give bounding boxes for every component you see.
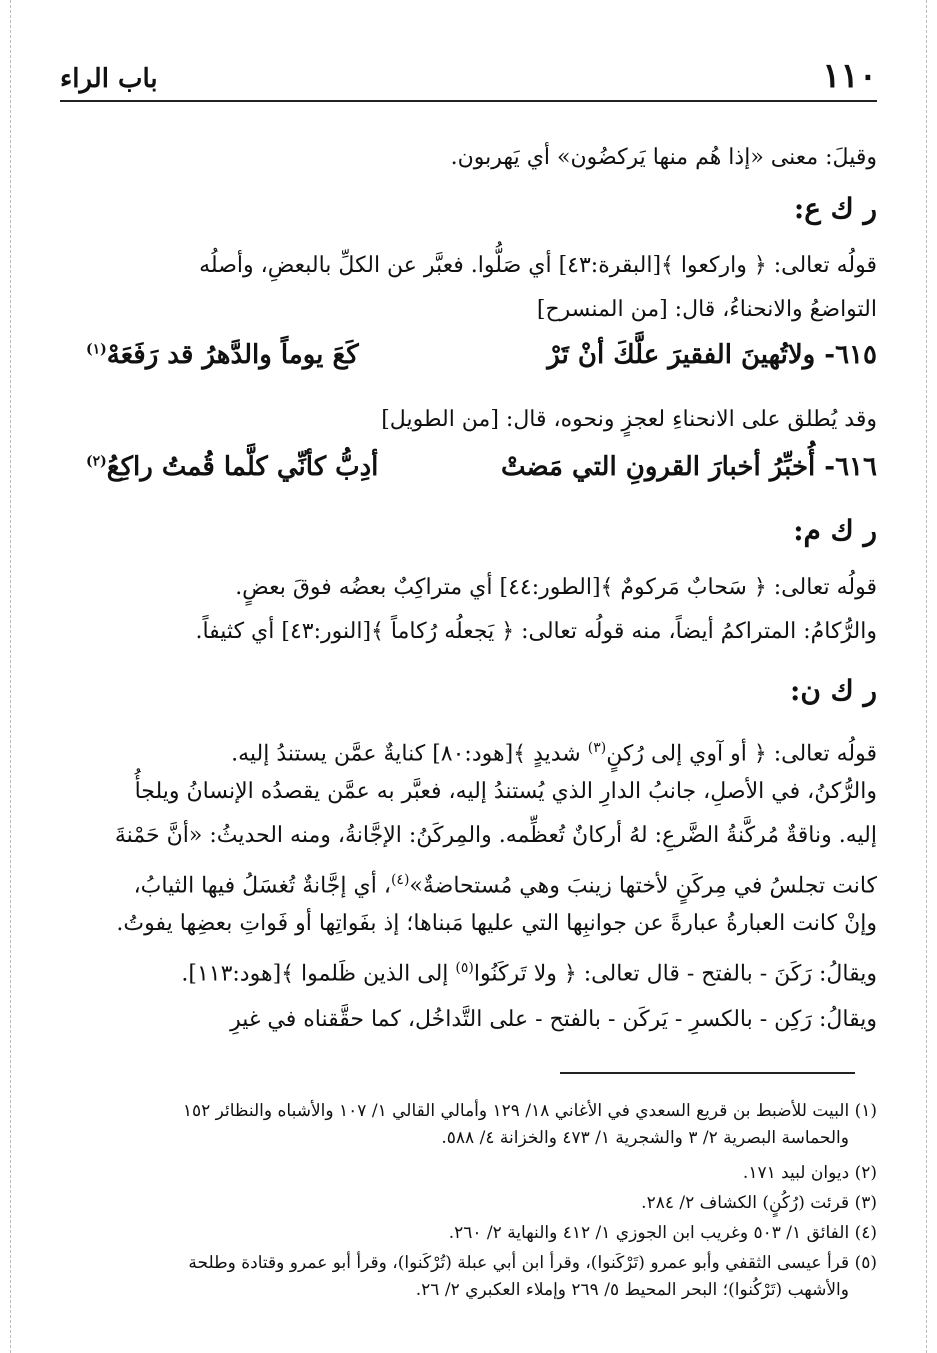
rkn-line4-part1: كانت تجلسُ في مِركَنٍ لأختها زينبَ وهي مُستحاضةٌ» [409, 873, 877, 899]
intro-line: وقيلَ: معنى «إذا هُم منها يَركضُون» أي يَهربون. [450, 145, 877, 170]
verse-615-first-hemistich: ٦١٥- ولاتُهينَ الفقيرَ علَّكَ أنْ تَرْ [547, 340, 877, 370]
rkn-line4-part2: ، أي إجَّانةٌ تُغسَلُ فيها الثيابُ، [133, 873, 391, 899]
footnote-5-line2: والأشهب (تَرْكُنوا)؛ البحر المحيط ٥/ ٢٦٩ وإملاء العكبري ٢/ ٢٦. [415, 1280, 849, 1300]
scan-border-left [10, 0, 11, 1353]
footnote-2: (٢) ديوان لبيد ١٧١. [742, 1163, 877, 1183]
footnote-marker-2: (٢) [86, 453, 107, 470]
paragraph-rkm-line1: قولُه تعالى: ﴿ سَحابٌ مَركومٌ ﴾[الطور:٤٤] أي متراكِبٌ بعضُه فوقَ بعضٍ. [235, 575, 877, 600]
footnote-separator [560, 1072, 855, 1074]
footnote-1-line1: (١) البيت للأضبط بن قريع السعدي في الأغاني ١٨/ ١٢٩ وأمالي القالي ١/ ١٠٧ والأشباه والنظائر ١٥٢ [182, 1101, 877, 1121]
footnote-5-line1: (٥) قرأ عيسى الثقفي وأبو عمرو (تَرْكَنوا)، وقرأ ابن أبي عبلة (تُرْكَنوا)، وقرأ أبو عمرو وقتادة وطلحة [188, 1253, 877, 1273]
footnote-marker-4: (٤) [390, 872, 410, 888]
paragraph-rkn-line6 [60, 950, 877, 992]
verse-616-first-hemistich: ٦١٦- أُخبِّرُ أخبارَ القرونِ التي مَضتْ [500, 452, 877, 482]
paragraph-rkn-line1 [60, 730, 877, 772]
paragraph-rkn-line7: ويقالُ: رَكِن - بالكسرِ - يَركَن - بالفتح - على التَّداخُل، كما حقَّقناه في غيرِ [230, 1007, 877, 1032]
page-number: ١١٠ [822, 56, 877, 96]
verse-616-text: أدِبُّ كأنِّي كلَّما قُمتُ راكِعُ [106, 452, 379, 482]
footnote-1-line2: والحماسة البصرية ٢/ ٣ والشجرية ١/ ٤٧٣ والخزانة ٤/ ٥٨٨. [441, 1128, 849, 1148]
paragraph-rkn-line3: إليه. وناقةٌ مُركَّنةُ الضَّرعِ: لهُ أركانٌ تُعظِّمه. والمِركَنُ: الإجَّانةُ، ومنه الحديثُ: «أنَّ حَمْنةَ [114, 823, 877, 848]
footnote-4: (٤) الفائق ١/ ٥٠٣ وغريب ابن الجوزي ١/ ٤١٢ والنهاية ٢/ ٢٦٠. [448, 1223, 877, 1243]
footnote-1 [60, 1098, 877, 1152]
paragraph-rka-line2: التواضعُ والانحناءُ، قال: [من المنسرح] [536, 297, 877, 322]
footnote-5 [60, 1250, 877, 1304]
verse-615-second-hemistich [86, 340, 359, 370]
paragraph-rka-line1: قولُه تعالى: ﴿ واركعوا ﴾[البقرة:٤٣] أي صَلُّوا. فعبَّر عن الكلِّ بالبعضِ، وأصلُه [199, 253, 877, 278]
scan-border-right [926, 0, 927, 1353]
rkn-line6-part1: ويقالُ: رَكَنَ - بالفتح - قال تعالى: ﴿ ولا تَركَنُوا [473, 961, 877, 987]
rkn-line1-part2: شديدٍ ﴾[هود:٨٠] كنايةٌ عمَّن يستندُ إليه. [231, 741, 588, 767]
verse-616-second-hemistich [86, 452, 378, 482]
verse-615-text: كَعَ يوماً والدَّهرُ قد رَفَعَهْ [106, 340, 359, 370]
paragraph-rka-line3: وقد يُطلق على الانحناءِ لعجزٍ ونحوه، قال: [من الطويل] [381, 407, 877, 432]
footnote-3: (٣) قرئت (رُكُنٍ) الكشاف ٢/ ٢٨٤. [641, 1193, 877, 1213]
running-title: باب الراء [60, 64, 158, 94]
paragraph-rkn-line5: وإنْ كانت العبارةُ عبارةً عن جوانبِها التي عليها مَبناها؛ إذ بفَواتِها أو فَواتِ بعضِها يفوتُ. [116, 911, 877, 936]
rkn-line1-part1: قولُه تعالى: ﴿ أو آوي إلى رُكنٍ [606, 741, 877, 767]
root-heading-rkn: ر ك ن: [790, 674, 877, 707]
paragraph-rkn-line2: والرُّكنُ، في الأصلِ، جانبُ الدارِ الذي يُستندُ إليه، فعبَّر به عمَّن يقصدُه الإنسانُ ويلجأُ [134, 779, 877, 804]
root-heading-rka: ر ك ع: [793, 192, 877, 225]
rkn-line6-part2: إلى الذين ظَلموا ﴾[هود:١١٣]. [181, 961, 456, 987]
root-heading-rkm: ر ك م: [793, 514, 877, 547]
paragraph-rkm-line2: والرُّكامُ: المتراكمُ أيضاً، منه قولُه تعالى: ﴿ يَجعلُه رُكاماً ﴾[النور:٤٣] أي كثيفاً. [195, 619, 877, 644]
footnote-marker-5: (٥) [455, 960, 474, 976]
footnote-marker-3: (٣) [587, 740, 607, 756]
header-rule [60, 100, 877, 102]
footnote-marker-1: (١) [86, 341, 107, 358]
paragraph-rkn-line4 [60, 862, 877, 904]
